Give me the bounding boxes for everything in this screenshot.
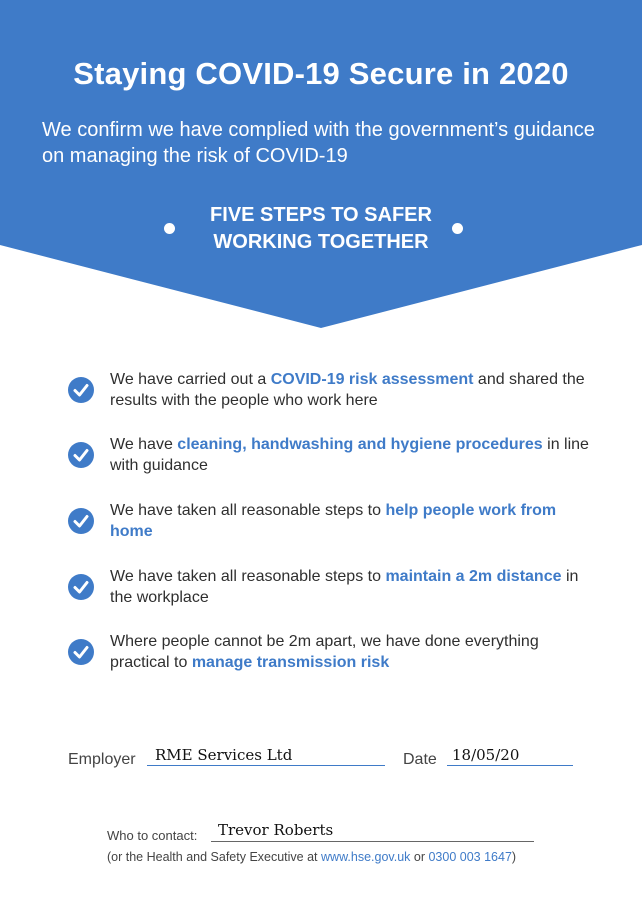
checklist-text: We have taken all reasonable steps to help people work from home [110, 502, 557, 540]
date-label: Date [403, 751, 437, 768]
employer-label: Employer [68, 751, 136, 768]
checklist-text: We have carried out a COVID-19 risk assessment and shared the results with the people who work here [110, 371, 585, 409]
dot-icon [452, 223, 463, 234]
checklist-text: Where people cannot be 2m apart, we have done everything practical to manage transmission risk [110, 633, 539, 671]
footer-note: (or the Health and Safety Executive at www.hse.gov.uk or 0300 003 1647) [107, 850, 517, 864]
checklist-text: We have taken all reasonable steps to maintain a 2m distance in the workplace [110, 568, 579, 606]
check-circle-icon [68, 377, 94, 403]
contact-value[interactable]: Trevor Roberts [218, 821, 334, 839]
checklist-text: We have cleaning, handwashing and hygiene procedures in line with guidance [110, 436, 589, 474]
employer-value[interactable]: RME Services Ltd [155, 746, 293, 764]
date-line [447, 765, 573, 766]
check-circle-icon [68, 442, 94, 468]
page-subtitle: We confirm we have complied with the government’s guidance on managing the risk of COVID-19 [42, 119, 595, 167]
hse-phone-link[interactable]: 0300 003 1647 [428, 850, 512, 864]
check-circle-icon [68, 639, 94, 665]
contact-label: Who to contact: [107, 828, 198, 843]
hse-website-link[interactable]: www.hse.gov.uk [321, 850, 411, 864]
page-title: Staying COVID-19 Secure in 2020 [73, 56, 569, 91]
check-circle-icon [68, 508, 94, 534]
checklist-item [68, 438, 608, 488]
checklist-item [68, 373, 608, 423]
employer-line [147, 765, 385, 766]
checklist-item [68, 504, 608, 554]
check-circle-icon [68, 574, 94, 600]
steps-title: FIVE STEPS TO SAFER WORKING TOGETHER [210, 204, 432, 253]
checklist-item [68, 635, 608, 685]
date-value[interactable]: 18/05/20 [452, 746, 520, 764]
contact-line [211, 841, 534, 842]
checklist-item [68, 570, 608, 620]
